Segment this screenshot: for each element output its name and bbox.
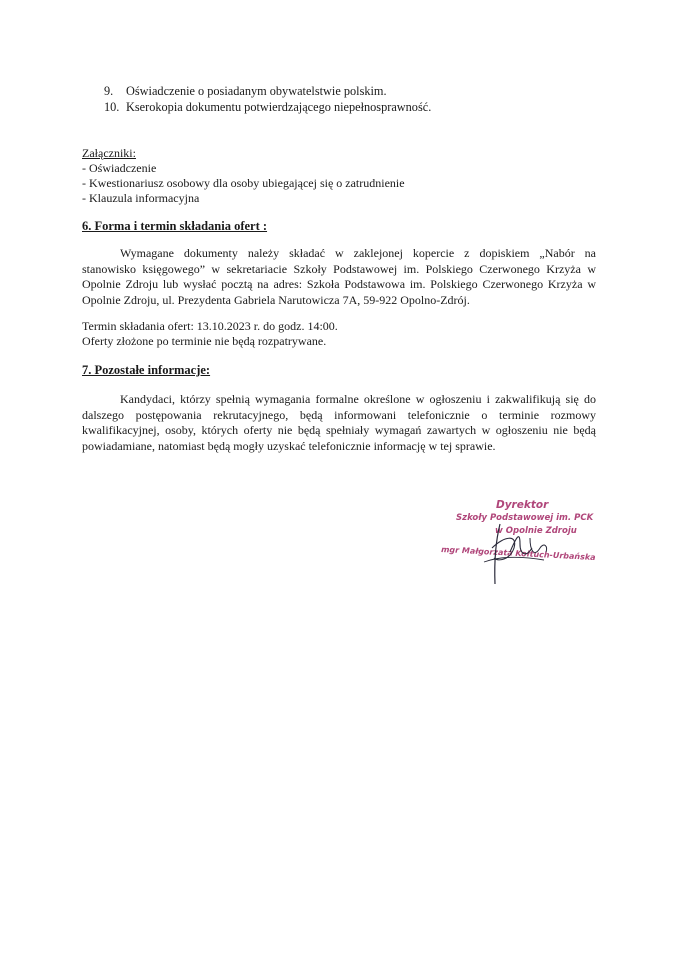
paragraph-line: kwalifikacyjnej, osoby, których oferty nie będą spełniały wymagań zawartych w ogłoszeniu nie będą	[82, 423, 596, 438]
list-number: 10.	[104, 100, 120, 114]
list-item-9	[104, 84, 387, 99]
section-7-paragraph	[82, 392, 596, 454]
section-6-heading: 6. Forma i termin składania ofert :	[82, 219, 268, 233]
attachment-item: - Klauzula informacyjna	[82, 191, 200, 205]
list-text: Oświadczenie o posiadanym obywatelstwie polskim.	[126, 84, 387, 98]
paragraph-line: dalszego postępowania rekrutacyjnego, będą informowani telefonicznie o terminie rozmowy	[82, 407, 596, 422]
section-7-heading: 7. Pozostałe informacje:	[82, 363, 211, 377]
late-offers-note: Oferty złożone po terminie nie będą rozpatrywane.	[82, 334, 327, 348]
list-item-10	[104, 100, 431, 115]
paragraph-line: Opolnie Zdroju lub wysłać pocztą na adres: Szkoła Podstawowa im. Polskiego Czerwonego Krzyża w	[82, 277, 596, 292]
paragraph-line: Kandydaci, którzy spełnią wymagania formalne określone w ogłoszeniu i zakwalifikują się do	[120, 392, 596, 406]
attachment-item: - Kwestionariusz osobowy dla osoby ubiegającej się o zatrudnienie	[82, 176, 405, 190]
paragraph-line: stanowisko księgowego” w sekretariacie Szkoły Podstawowej im. Polskiego Czerwonego Krzyża w	[82, 261, 596, 276]
paragraph-line: Wymagane dokumenty należy składać w zaklejonej kopercie z dopiskiem „Nabór na	[120, 246, 596, 260]
list-number: 9.	[104, 84, 114, 98]
signature-icon	[470, 518, 560, 588]
stamp-school: Szkoły Podstawowej im. PCK	[456, 513, 594, 523]
section-6-paragraph	[82, 246, 596, 308]
list-text: Kserokopia dokumentu potwierdzającego niepełnosprawność.	[126, 100, 432, 114]
stamp-title: Dyrektor	[496, 499, 549, 511]
stamp-name: mgr Małgorzata Kołtuch-Urbańska	[440, 544, 596, 563]
paragraph-line: powiadamiane, natomiast będą mogły uzyskać telefonicznie informację w tej sprawie.	[82, 438, 496, 453]
attachments-title: Załączniki:	[82, 146, 136, 160]
paragraph-line: Opolnie Zdroju, ul. Prezydenta Gabriela Narutowicza 7A, 59-922 Opolno-Zdrój.	[82, 292, 470, 307]
deadline-text: Termin składania ofert: 13.10.2023 r. do godz. 14:00.	[82, 319, 338, 333]
stamp-town: w Opolnie Zdroju	[495, 526, 577, 536]
attachment-item: - Oświadczenie	[82, 161, 157, 175]
